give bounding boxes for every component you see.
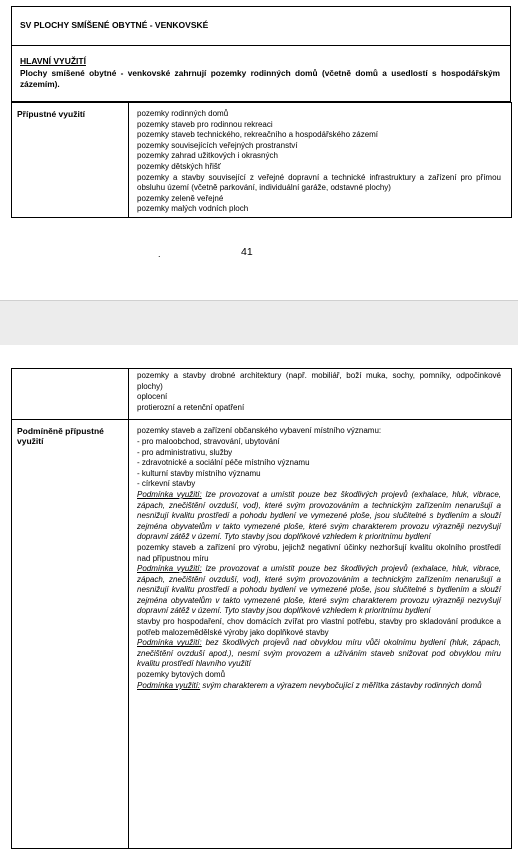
section-title: SV PLOCHY SMÍŠENÉ OBYTNÉ - VENKOVSKÉ (20, 20, 209, 30)
main-use-heading: HLAVNÍ VYUŽITÍ (20, 56, 86, 66)
main-use-box (11, 46, 511, 102)
empty-label-cell (12, 369, 129, 420)
list-item: pozemky staveb a zařízení pro výrobu, jejichž negativní účinky nezhoršují kvalitu okolního prostředí nad přípustnou míru (137, 542, 501, 563)
list-item: pozemky malých vodních ploch (137, 204, 249, 214)
table-row (12, 420, 512, 849)
condition-note (137, 681, 501, 692)
list-item: pozemky zahrad užitkových i okrasných (137, 151, 278, 161)
list-item: pozemky bytových domů (137, 670, 226, 680)
permitted-continued-cell (129, 369, 512, 420)
condition-label: Podmínka využití: (137, 638, 202, 648)
permitted-use-cell (129, 103, 512, 218)
list-item: pozemky a stavby drobné architektury (např. mobiliář, boží muka, sochy, pomníky, odpočinkové plochy) (137, 371, 501, 391)
conditional-use-label: Podmíněně přípustné využití (12, 420, 129, 849)
main-use-description: Plochy smíšené obytné - venkovské zahrnují pozemky rodinných domů (včetně domů a usedlostí s hospodářským zázemím). (20, 68, 500, 89)
condition-label: Podmínka využití: (137, 564, 202, 574)
list-item: pozemky rodinných domů (137, 109, 229, 118)
condition-text: svým charakterem a výrazem nevybočující z měřítka zástavby rodinných domů (200, 680, 482, 690)
condition-note (137, 490, 501, 543)
list-item: - církevní stavby (137, 479, 196, 489)
list-item: pozemky staveb pro rodinnou rekreaci (137, 119, 273, 129)
list-item: pozemky staveb a zařízení občanského vybavení místního významu: (137, 426, 382, 436)
condition-label: Podmínka využití: (137, 489, 202, 499)
list-item: pozemky souvisejících veřejných prostranství (137, 140, 298, 150)
list-item: - pro maloobchod, stravování, ubytování (137, 436, 280, 446)
footer-dot: . (158, 249, 161, 259)
list-item: - pro administrativu, služby (137, 447, 233, 457)
section-title-box (11, 6, 511, 46)
condition-note (137, 564, 501, 617)
conditional-use-cell (129, 420, 512, 849)
page-number: 41 (241, 246, 253, 258)
page-separator (0, 300, 518, 346)
list-item: stavby pro hospodaření, chov domácích zvířat pro vlastní potřebu, stavby pro skladování produkce a potřeb malozemědělské výroby jako doplňkové stavby (137, 617, 501, 637)
list-item: - zdravotnické a sociální péče místního významu (137, 458, 310, 468)
condition-text: lze provozovat a umístit pouze bez škodlivých projevů (exhalace, hluk, vibrace, zápach, znečištění ovzduší, vod), které svým provozováním a technickým zařízením nenarušují a nesnižují kvalitu prostředí a pohodu bydlení ve vymezené ploše, jsou slučitelné s bydlením a slouží zejména obyvatelům v takto vymezené ploše, které svým charakterem provozu výrazněji nezvyšují dopravní zátěž v území. Tyto stavby jsou doplňkové vzhledem k prioritnímu bydlení (137, 489, 501, 542)
usage-table-continued (11, 368, 512, 849)
list-item: pozemky a stavby související z veřejné dopravní a technické infrastruktury a zařízení pro přímou obsluhu území (včetně parkování, individuální garáže, odstavné plochy) (137, 172, 501, 193)
list-item: protierozní a retenční opatření (137, 402, 245, 412)
table-row (12, 369, 512, 420)
list-item: - kulturní stavby místního významu (137, 468, 261, 478)
condition-text: bez škodlivých projevů nad obvyklou míru vůči okolnímu bydlení (hluk, zápach, znečištění ovzduší apod.), nesmí svým provozem a užíváním staveb snižovat pod obvyklou míru kvalitu prostředí hlavního využití (137, 638, 502, 669)
condition-note (137, 638, 501, 670)
list-item: pozemky dětských hřišť (137, 161, 221, 171)
document-page-1 (0, 0, 518, 300)
condition-text: lze provozovat a umístit pouze bez škodlivých projevů (exhalace, hluk, vibrace, zápach, znečištění ovzduší, vod), které svým provozováním a technickým zařízením nenarušují a nesnižují kvalitu prostředí a pohodu bydlení ve vymezené ploše, jsou slučitelné s bydlením a slouží zejména obyvatelům v takto vymezené ploše, které svým charakterem provozu výrazněji nezvyšují dopravní zátěž v území. Tyto stavby jsou doplňkové vzhledem k prioritnímu bydlení (137, 564, 501, 616)
list-item: oplocení (137, 392, 168, 402)
permitted-use-table (11, 102, 512, 218)
list-item: pozemky staveb technického, rekreačního a hospodářského zázemí (137, 130, 379, 140)
condition-label: Podmínka využití: (137, 680, 201, 690)
list-item: pozemky zeleně veřejné (137, 193, 224, 203)
table-row (12, 103, 512, 218)
permitted-use-label: Přípustné využití (12, 103, 129, 218)
